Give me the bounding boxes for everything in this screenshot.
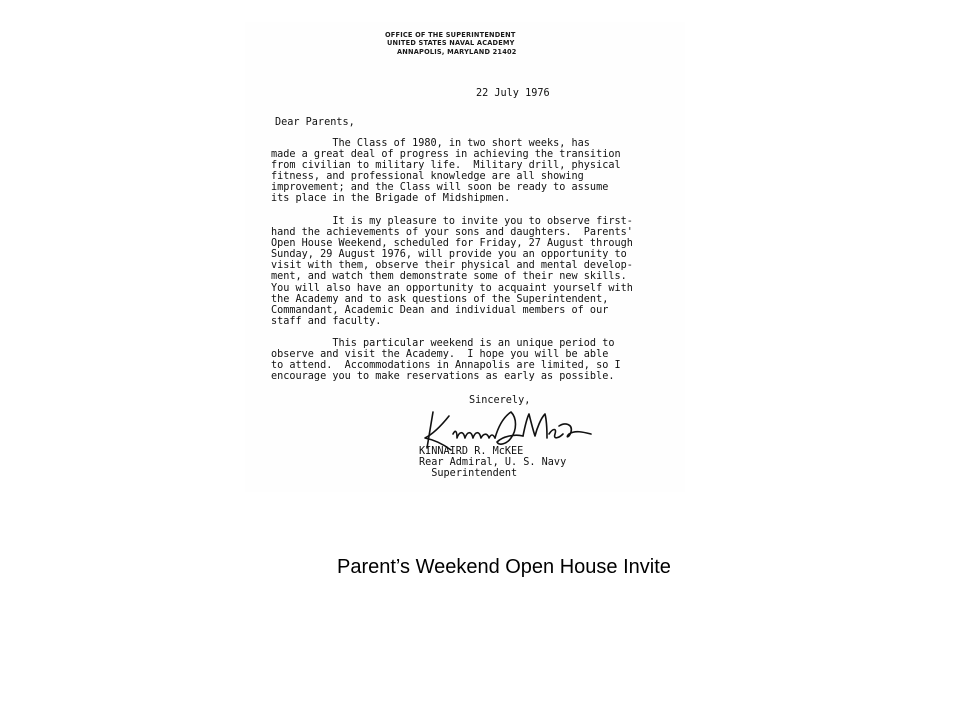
letterhead-office: OFFICE OF THE SUPERINTENDENT — [385, 31, 516, 39]
signer-title: Superintendent — [431, 468, 518, 480]
letterhead-address: ANNAPOLIS, MARYLAND 21402 — [397, 47, 517, 56]
salutation: Dear Parents, — [275, 117, 355, 128]
paragraph-1: The Class of 1980, in two short weeks, has made a great deal of progress in achieving the transition from civilian to military life. Military drill, physical fitness, and professional knowledge are all showing improvement; and the Class will soon be ready to assume its place in the Brigade of Midshipmen. — [271, 138, 621, 205]
signer-rank: Rear Admiral, U. S. Navy — [419, 457, 567, 469]
paragraph-2: It is my pleasure to invite you to observe first- hand the achievements of your sons and daughters. Parents' Open House Weekend, scheduled for Friday, 27 August through Sunday, 29 August 1976, will provide you an opportunity to visit with them, observe their physical and mental develop- ment, and watch them demonstrate some of their new skills. You will also have an opportunity to acquaint yourself with the Academy and to ask questions of the Superintendent, Commandant, Academic Dean and individual members of our staff and faculty. — [271, 216, 633, 327]
signer-block — [419, 446, 566, 479]
letter-date: 22 July 1976 — [476, 88, 550, 99]
slide-caption: Parent’s Weekend Open House Invite — [337, 556, 671, 578]
letterhead-academy: UNITED STATES NAVAL ACADEMY — [387, 39, 515, 48]
paragraph-3: This particular weekend is an unique period to observe and visit the Academy. I hope you will be able to attend. Accommodations in Annapolis are limited, so I encourage you to make reservations as early as possible. — [271, 338, 621, 383]
signer-name: KINNAIRD R. McKEE — [419, 446, 524, 457]
closing: Sincerely, — [469, 395, 531, 406]
letterhead — [385, 31, 535, 56]
scanned-letter — [245, 22, 685, 492]
